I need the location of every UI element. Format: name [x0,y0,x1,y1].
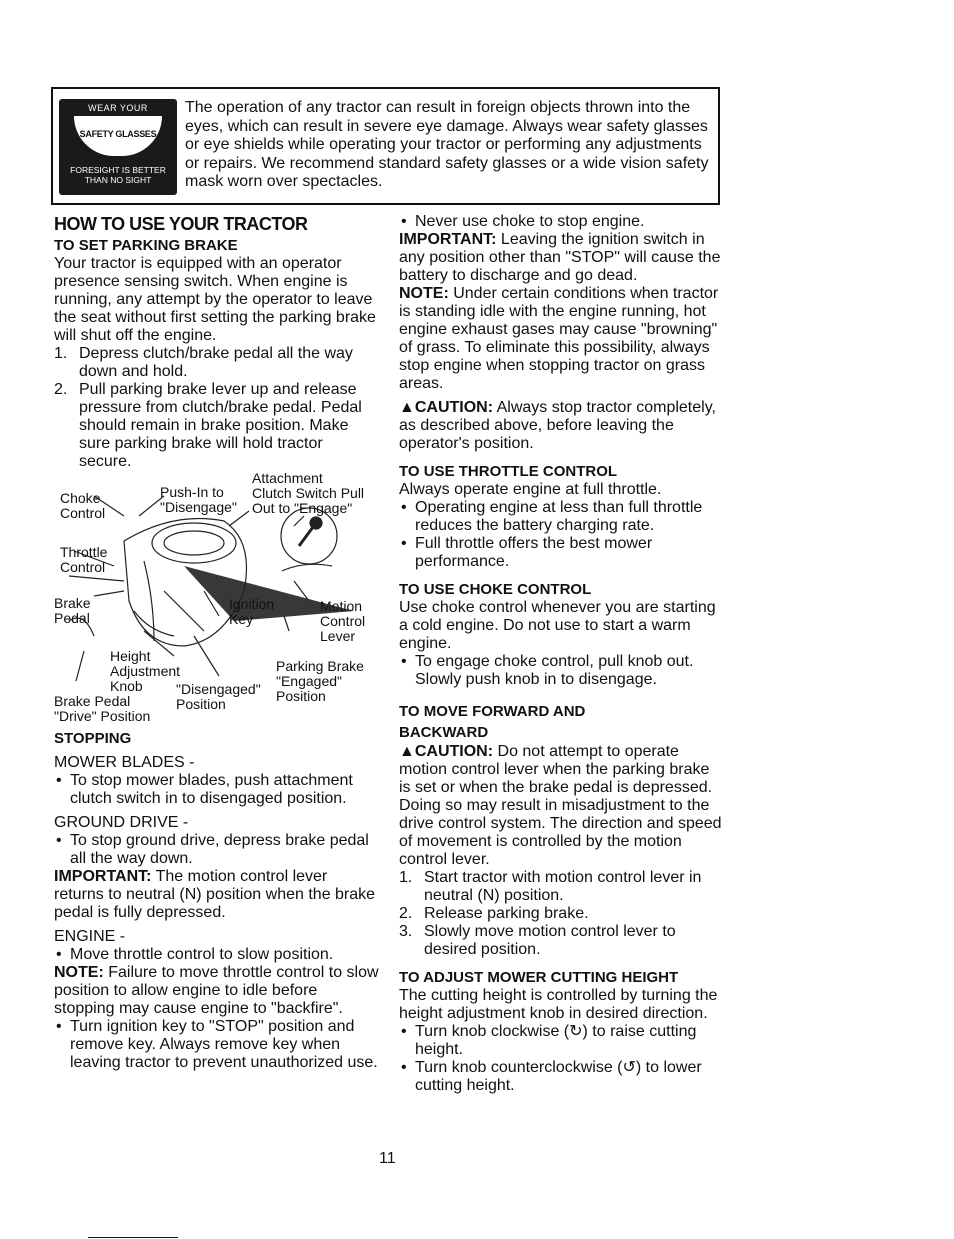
caution-triangle-icon: ▲ [399,743,415,760]
safety-icon-middle-text: SAFETY GLASSES [79,129,157,139]
ground-drive-label: GROUND DRIVE - [54,814,189,831]
caution-motion-lever: ▲CAUTION: Do not attempt to operate motion control lever when the parking brake is set or when the brake pedal is depressed. Doing so may result in misadjustment to the drive control system. The direction and speed of movement is controlled by the motion control lever. [399,743,722,868]
counterclockwise-arrow-icon: ↺ [622,1059,636,1076]
choke-bullet: • To engage choke control, pull knob out. Slowly push knob in to disengage. [399,653,724,689]
parking-step: 2. Pull parking brake lever up and release pressure from clutch/brake pedal. Pedal should remain in brake position. Make sure parking brake will hold tractor secure. [54,381,362,470]
raise-height-bullet: • Turn knob clockwise (↻) to raise cutting height. [399,1023,724,1059]
parking-brake-intro: Your tractor is equipped with an operator presence sensing switch. When engine is running, any attempt by the operator to leave the seat without first setting the parking brake will shut off the engine. [54,255,376,344]
brake-pedal-drive-label: Brake Pedal "Drive" Position [54,693,151,724]
choke-warning-bullet: • Never use choke to stop engine. [399,213,724,231]
safety-icon-top-text: WEAR YOUR [88,103,148,113]
parking-step: 1. Depress clutch/brake pedal all the way down and hold. [54,345,353,380]
choke-control-label: Choke Control [60,490,106,521]
push-in-label: Push-In to "Disengage" [160,484,237,515]
parking-brake-heading: TO SET PARKING BRAKE [54,237,238,254]
left-column [54,213,379,1072]
important-ignition-note: IMPORTANT: Leaving the ignition switch in any position other than "STOP" will cause the battery to discharge and go dead. [399,231,721,284]
engine-label: ENGINE - [54,928,126,945]
safety-glasses-icon [59,99,177,195]
move-heading-line1: TO MOVE FORWARD AND [399,703,586,720]
important-note: IMPORTANT: The motion control lever returns to neutral (N) position when the brake pedal is fully depressed. [54,868,376,921]
mower-blades-bullet: • To stop mower blades, push attachment clutch switch in to disengaged position. [54,772,379,808]
ignition-key-label: Ignition Key [229,596,275,627]
ground-drive-bullet: • To stop ground drive, depress brake pedal all the way down. [54,832,379,868]
safety-notice-box [51,87,720,205]
move-step: 3. Slowly move motion control lever to desired position. [399,923,676,958]
attachment-clutch-label: Attachment Clutch Switch Pull Out to "Engage" [252,470,365,516]
move-heading-line2: BACKWARD [399,724,489,741]
throttle-intro: Always operate engine at full throttle. [399,481,662,498]
height-adjustment-knob-label: Height Adjustment Knob [110,648,181,694]
browning-note: NOTE: Under certain conditions when tractor is standing idle with the engine running, hot engine exhaust gases may cause "browning" of grass. To eliminate this possibility, always stop engine when stopping tractor on grass areas. [399,285,719,392]
throttle-heading: TO USE THROTTLE CONTROL [399,463,618,480]
parking-brake-engaged-label: Parking Brake "Engaged" Position [276,658,364,704]
tractor-controls-diagram [54,471,379,726]
move-step: 2. Release parking brake. [399,905,589,922]
throttle-control-label: Throttle Control [60,544,108,575]
stopping-heading: STOPPING [54,730,132,747]
section-title: HOW TO USE YOUR TRACTOR [54,214,308,234]
mower-blades-label: MOWER BLADES - [54,754,195,771]
brake-pedal-label: Brake Pedal [54,595,91,626]
motion-control-lever-label: Motion Control Lever [320,598,366,644]
throttle-bullet: • Operating engine at less than full throttle reduces the battery charging rate. [399,499,724,535]
right-column [399,213,724,1095]
safety-notice-text: The operation of any tractor can result in foreign objects thrown into the eyes, which can result in severe eye damage. Always wear safety glasses or eye shields while operating your tractor or performing any adjustments or repairs. We recommend standard safety glasses or a wide vision safety mask worn over spectacles. [185,99,709,190]
engine-bullet: • Move throttle control to slow position. [54,946,379,964]
cutting-height-intro: The cutting height is controlled by turning the height adjustment knob in desired direction. [399,987,718,1022]
page-number: 11 [379,1150,396,1167]
move-step: 1. Start tractor with motion control lever in neutral (N) position. [399,869,702,904]
throttle-bullet: • Full throttle offers the best mower performance. [399,535,724,571]
lower-height-bullet: • Turn knob counterclockwise (↺) to lower cutting height. [399,1059,724,1095]
clockwise-arrow-icon: ↻ [569,1023,583,1040]
choke-intro: Use choke control whenever you are starting a cold engine. Do not use to start a warm engine. [399,599,716,652]
caution-triangle-icon: ▲ [399,399,415,416]
caution-stop-tractor: ▲CAUTION: Always stop tractor completely, as described above, before leaving the operator's position. [399,399,716,452]
disengaged-position-label: "Disengaged" Position [176,681,261,712]
footer-rule [88,1237,178,1238]
choke-heading: TO USE CHOKE CONTROL [399,581,592,598]
engine-note: NOTE: Failure to move throttle control to slow position to allow engine to idle before stopping may cause engine to "backfire". [54,964,379,1017]
cutting-height-heading: TO ADJUST MOWER CUTTING HEIGHT [399,969,679,986]
engine-bullet: • Turn ignition key to "STOP" position and remove key. Always remove key when leaving tractor to prevent unauthorized use. [54,1018,379,1072]
safety-icon-bottom-text: FORESIGHT IS BETTER THAN NO SIGHT [70,165,166,185]
